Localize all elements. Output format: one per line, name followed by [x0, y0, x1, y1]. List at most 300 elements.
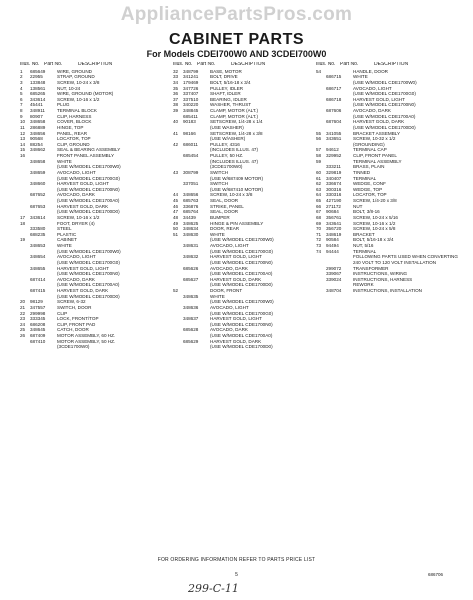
part-description: NUT	[353, 203, 363, 209]
illus-number: 9	[20, 113, 23, 119]
header-part: Part No.	[44, 62, 63, 67]
part-description: (USE W/MODEL CDE1700W0)	[210, 237, 274, 243]
part-number: 343614	[30, 214, 46, 220]
part-description: (USE W/MODEL CDE1700N0)	[57, 186, 120, 192]
part-number: 308799	[183, 169, 199, 175]
part-description: (3CDE1700W0)	[57, 344, 90, 350]
part-description: CLIP, FRONT PANEL	[353, 153, 397, 158]
illus-number: 12	[20, 130, 26, 136]
part-number: 348662	[30, 147, 46, 153]
illus-number: 37	[173, 96, 179, 102]
part-number: 348645	[30, 327, 46, 333]
illus-number: 45	[173, 198, 179, 203]
part-number: 22955	[30, 74, 43, 80]
part-description: HARVEST GOLD, LIGHT	[210, 254, 262, 260]
part-description: (USE W/MODEL CDE1700A0)	[210, 271, 273, 277]
part-description: (USE W/MODEL CDE1700D0)	[57, 293, 120, 299]
part-number: 688235	[30, 231, 46, 237]
part-description: PULLEY, 50 HZ.	[210, 153, 244, 158]
part-number	[30, 344, 57, 350]
part-description: (USE W/MODEL CDE1700G0)	[210, 310, 273, 316]
part-description: HARVEST GOLD, DARK	[210, 338, 262, 344]
part-description: (USE W/MODEL CDE1700D0)	[353, 124, 416, 130]
part-description: BOLT, 5/16-18 x 3/4	[210, 79, 251, 85]
part-description: LOCK, FRONT/TOP	[57, 316, 99, 322]
part-number: 686718	[326, 96, 342, 102]
illus-number: 72	[316, 237, 322, 243]
illus-number: 42	[173, 141, 179, 147]
illus-number: 50	[173, 226, 179, 232]
part-description: CLIP, HARNESS	[57, 113, 92, 119]
part-description: (USE W/MODEL CDE1700N0)	[353, 102, 416, 108]
illus-number: 69	[316, 220, 322, 226]
part-description: HARVEST GOLD, LIGHT	[353, 96, 405, 102]
part-description: (USE W/MODEL CDE1700W0)	[57, 248, 121, 254]
part-description: STRAP, GROUND	[57, 74, 95, 80]
page-number: 5	[235, 572, 238, 578]
part-description: PULLEY, 4316	[210, 141, 240, 147]
illus-number: 1	[20, 68, 23, 74]
part-number: 687606	[326, 108, 342, 113]
part-description: HARVEST GOLD, DARK	[57, 288, 109, 293]
part-number: 356720	[326, 226, 342, 232]
part-number: 348659	[30, 169, 46, 175]
part-number: 348911	[30, 108, 45, 113]
illus-number: 59	[316, 158, 322, 164]
illus-number: 4	[20, 85, 23, 91]
part-description: (USE W/MODEL CDE1700G0)	[57, 259, 120, 265]
part-number: 336674	[326, 181, 342, 187]
part-number: 271172	[326, 203, 341, 209]
part-description: TINNED	[353, 169, 371, 175]
illus-number	[20, 344, 30, 350]
part-description: CABINET	[57, 237, 77, 243]
part-number: 348634	[183, 226, 199, 232]
part-number: 687415	[30, 288, 46, 293]
ordering-note: FOR ORDERING INFORMATION REFER TO PARTS PRICE LIST	[157, 557, 316, 563]
part-description: WIRE, GROUND (MOTOR)	[57, 91, 114, 97]
part-number: 98166	[183, 130, 196, 136]
part-number: 80907	[30, 113, 43, 119]
part-description: (USE W/MODEL CDE1700A0)	[210, 333, 273, 338]
part-number: 686715	[326, 74, 342, 80]
part-number: 98129	[30, 299, 43, 305]
part-number: 179469	[183, 79, 199, 85]
part-description: AVOCADO, DARK	[57, 276, 95, 282]
part-number: 339024	[326, 276, 342, 282]
part-number: 348658	[30, 158, 46, 164]
part-description: SCREW, 10-24 x 5/16	[353, 214, 398, 220]
part-description: TERMINAL CAP	[353, 147, 387, 153]
part-description: (USE W/MODEL CDE1700W0)	[210, 299, 274, 305]
page-subtitle: For Models CDEI700W0 AND 3CDEI700W0	[146, 49, 327, 59]
illus-number: 58	[316, 153, 322, 158]
part-number: 685454	[183, 153, 199, 158]
part-number: 348653	[30, 243, 46, 248]
part-description: HARVEST GOLD, LIGHT	[57, 181, 109, 187]
illus-number: 61	[316, 175, 322, 181]
illus-number: 47	[173, 209, 179, 215]
part-number: 686011	[183, 141, 198, 147]
part-number: 299998	[30, 310, 46, 316]
header-description: DESCRIPTION	[231, 62, 266, 67]
part-description: AVOCADO, LIGHT	[210, 243, 249, 248]
part-number: 348654	[30, 254, 46, 260]
part-number: 685763	[183, 198, 199, 203]
parts-rows	[316, 69, 466, 294]
parts-rows	[173, 69, 317, 350]
part-number: 347557	[30, 304, 46, 310]
illus-number: 73	[316, 243, 322, 248]
part-row	[316, 288, 466, 294]
part-description: NUT, 5/16	[353, 243, 374, 248]
part-number: 88254	[30, 141, 43, 147]
illus-number: 70	[316, 226, 322, 232]
part-description: (USE W/MODEL CDE1700G0)	[57, 175, 120, 181]
part-row	[173, 344, 317, 350]
illus-number: 26	[20, 333, 26, 338]
part-description: HARVEST GOLD, DARK	[353, 119, 405, 125]
illus-number: 62	[316, 181, 322, 187]
part-number: 337407	[183, 91, 199, 97]
part-number: 94444	[326, 248, 339, 254]
part-description: DOOR, REAR	[210, 226, 240, 232]
part-description: WHITE	[57, 243, 72, 248]
illus-number: 74	[316, 248, 322, 254]
part-description: AVOCADO, DARK	[57, 192, 95, 198]
illus-number: 56	[316, 136, 322, 142]
part-description: SCREW, 10-16 x 1/2	[57, 214, 100, 220]
illus-number: 11	[20, 124, 25, 130]
part-number: 348658	[30, 119, 46, 125]
illus-number: 14	[20, 141, 26, 147]
illus-number: 33	[173, 74, 179, 80]
part-description: SHAFT, IDLER	[210, 91, 241, 97]
part-number: 138561	[30, 85, 46, 91]
part-description: SCREW, 10-16 x 1/2	[353, 220, 396, 226]
illus-number: 52	[173, 288, 179, 293]
header-part: Part No.	[340, 62, 359, 67]
illus-number: 57	[316, 147, 322, 153]
part-description: SEAL, DOOR	[210, 209, 239, 215]
part-description: BOLT, 3/8-16	[353, 209, 380, 215]
illus-number: 39	[173, 108, 179, 113]
illus-number: 49	[173, 220, 179, 226]
page-title: CABINET PARTS	[168, 31, 305, 48]
part-description: PLASTIC	[57, 231, 77, 237]
part-description: (INCLUDES ILLUS. 47)	[210, 147, 258, 153]
part-description: INSTRUCTIONS, INSTALLATION	[353, 288, 422, 293]
part-description: HANDLE, DOOR	[353, 68, 388, 74]
part-number: 348656	[183, 192, 199, 198]
part-number: 687604	[326, 119, 342, 125]
part-description: (USE W/MODEL CDE1700A0)	[57, 282, 120, 288]
part-description: SCREW, 10-16 x 1/2	[57, 96, 100, 102]
part-description: SEAL & BEARING ASSEMBLY	[57, 147, 121, 153]
part-description: (USE W/MODEL CDE1700N0)	[57, 271, 120, 277]
header-illus: Illus. No.	[316, 62, 336, 67]
part-number: 94612	[326, 147, 339, 153]
illus-number: 43	[173, 169, 179, 175]
part-number: 90584	[326, 237, 339, 243]
part-number: 685626	[183, 265, 199, 271]
column-header	[173, 62, 317, 68]
part-description: SCREW, 10-24 x 3/8	[210, 192, 253, 198]
part-description: PANEL, REAR	[57, 130, 88, 136]
part-description: SWITCH	[210, 169, 229, 175]
part-description: LOCATOR, TOP	[353, 192, 387, 198]
part-description: (3CDE1700W0)	[210, 164, 243, 170]
illus-number: 20	[20, 299, 26, 305]
part-description: WIRE, GROUND	[57, 68, 92, 74]
part-number: 685629	[183, 338, 199, 344]
part-description: CLIP, GROUND	[57, 141, 90, 147]
header-description: DESCRIPTION	[374, 62, 409, 67]
part-description: CLAMP, MOTOR (ALT.)	[210, 113, 258, 119]
part-description: HARVEST GOLD, DARK	[57, 203, 109, 209]
part-number: 343614	[30, 96, 46, 102]
part-description: AVOCADO, LIGHT	[57, 169, 96, 175]
illus-number: 40	[173, 119, 179, 125]
part-number: 348632	[183, 254, 199, 260]
handwritten-note: 299-C-11	[188, 582, 239, 595]
illus-number: 55	[316, 130, 322, 136]
part-description: (USE W/MODEL CDE1700D0)	[57, 209, 120, 215]
part-number: 685627	[183, 276, 199, 282]
part-number: 330316	[326, 192, 342, 198]
part-description: AVOCADO, LIGHT	[210, 304, 249, 310]
illus-number: 3	[20, 79, 23, 85]
page-code: 686706	[428, 572, 444, 577]
part-number: 329819	[326, 169, 342, 175]
part-description: BASE, MOTOR	[210, 68, 242, 74]
header-description: DESCRIPTION	[78, 62, 113, 67]
illus-number: 54	[316, 68, 322, 74]
part-description: NUT, 10-24	[57, 85, 81, 91]
column-header	[20, 62, 164, 68]
part-description: SETSCREW, 1/4-28 x 3/8	[210, 130, 263, 136]
part-description: CLIP	[57, 310, 68, 316]
part-description: FRONT PANEL ASSEMBLY	[57, 153, 115, 158]
illus-number: 65	[316, 198, 322, 203]
part-number: 300316	[326, 186, 342, 192]
illus-number: 66	[316, 203, 322, 209]
part-description: BRASS, PLAIN	[353, 164, 385, 170]
part-description: (USE W/MODEL CDE1700A0)	[57, 198, 120, 203]
part-number: 687409	[30, 333, 46, 338]
illus-number: 32	[173, 68, 179, 74]
illus-number: 17	[20, 214, 26, 220]
illus-number: 5	[20, 91, 23, 97]
part-description: STEEL	[57, 226, 72, 232]
part-description: FOLLOWING PARTS USED WHEN CONVERTING	[353, 254, 458, 260]
part-description: (USE W/ASHER)	[210, 136, 246, 142]
part-number: 687652	[30, 192, 46, 198]
part-description: WHITE	[210, 231, 225, 237]
part-row	[20, 344, 164, 350]
part-description: (USE W/687410 MOTOR)	[210, 186, 264, 192]
illus-number: 15	[20, 147, 26, 153]
illus-number: 24	[20, 321, 26, 327]
part-number: 340220	[183, 102, 199, 108]
part-number: 348660	[30, 181, 46, 187]
part-number: 94494	[326, 243, 339, 248]
part-description: CATCH, DOOR	[57, 327, 89, 333]
part-number: 685411	[183, 113, 198, 119]
part-number: 343651	[326, 136, 342, 142]
part-number: 90183	[183, 119, 196, 125]
part-number: 685265	[30, 91, 46, 97]
part-description: HINGE, TOP	[57, 124, 84, 130]
part-description: LOCATOR, TOP	[57, 136, 91, 142]
part-description: AVOCADO, LIGHT	[57, 254, 96, 260]
part-number: 427190	[326, 198, 342, 203]
illus-number: 35	[173, 85, 179, 91]
part-description: TERMINAL	[353, 248, 377, 254]
part-description: MOTOR ASSEMBLY, 50 HZ.	[57, 338, 116, 344]
part-number: 339067	[326, 271, 342, 277]
part-number: 687414	[30, 276, 46, 282]
part-description: WHITE	[353, 74, 368, 80]
part-number: 133848	[30, 79, 46, 85]
part-number: 348630	[183, 231, 199, 237]
illus-number: 60	[316, 169, 322, 175]
part-description: TRANSFORMER	[353, 265, 389, 271]
part-number: 337051	[183, 181, 199, 187]
part-number: 34439	[183, 214, 196, 220]
part-number: 333580	[30, 226, 46, 232]
part-description: (USE WASHER)	[210, 124, 244, 130]
part-number: 45441	[30, 102, 43, 108]
part-number: 341241	[183, 74, 199, 80]
illus-number: 10	[20, 119, 26, 125]
part-number: 348625	[183, 220, 199, 226]
illus-number: 38	[173, 102, 179, 108]
part-description: BUMPER	[210, 214, 230, 220]
part-description: WHITE	[210, 293, 225, 299]
part-description: AVOCADO, LIGHT	[353, 85, 392, 91]
part-description: BOLT, DRIVE	[210, 74, 238, 80]
part-number: 341055	[326, 130, 342, 136]
part-description: TERMINAL ASSEMBLY	[353, 158, 402, 164]
part-description: (USE W/MODEL CDE1700W0)	[353, 79, 417, 85]
part-description: PULLEY, IDLER	[210, 85, 244, 91]
part-description: MOTOR ASSEMBLY, 60 HZ.	[57, 333, 116, 338]
part-number: 90684	[326, 209, 339, 215]
part-description: (USE W/MODEL CDE1700N0)	[210, 321, 273, 327]
illus-number: 18	[20, 220, 26, 226]
part-description: 240 VOLT TO 120 VOLT INSTALLATION	[353, 259, 437, 265]
part-description: WEDGE, CONF	[353, 181, 386, 187]
part-number: 286889	[30, 124, 46, 130]
part-description: HARVEST GOLD, DARK	[210, 276, 262, 282]
part-number: 685628	[183, 327, 199, 333]
part-description: AVOCADO, DARK	[210, 327, 248, 333]
part-description: AVOCADO, DARK	[210, 265, 248, 271]
part-description: AVOCADO, DARK	[353, 108, 391, 113]
part-number: 343641	[326, 220, 342, 226]
illus-number: 67	[316, 209, 322, 215]
part-description: SWITCH	[210, 181, 229, 187]
illus-number: 8	[20, 108, 23, 113]
part-number: 687653	[30, 203, 46, 209]
illus-number	[173, 344, 183, 350]
part-description: WASHER, THRUST	[210, 102, 252, 108]
illus-number: 51	[173, 231, 179, 237]
part-description: WEDGE, TOP	[353, 186, 383, 192]
part-number: 348631	[183, 243, 199, 248]
parts-column-2	[173, 62, 317, 350]
parts-column-1	[20, 62, 164, 350]
part-number: 348704	[326, 288, 342, 293]
part-number: 348619	[326, 231, 342, 237]
part-description: HINGE & PIN ASSEMBLY	[210, 220, 264, 226]
part-description: SEAL, DOOR	[210, 198, 239, 203]
part-description: (USE W/MODEL CDE1700D0)	[210, 344, 273, 350]
part-number: 348799	[183, 68, 199, 74]
illus-number: 7	[20, 102, 23, 108]
part-description: COVER, BLOCK	[57, 119, 92, 125]
part-number	[183, 344, 210, 350]
part-number: 348845	[183, 108, 199, 113]
part-number: 348655	[30, 265, 46, 271]
part-description: (USE W/MODEL CDE1700N0)	[210, 259, 273, 265]
illus-number: 64	[316, 192, 322, 198]
illus-number: 48	[173, 214, 179, 220]
part-description: TERMINAL	[353, 175, 377, 181]
part-description: (INCLUDES ILLUS. 47)	[210, 158, 258, 164]
illus-number: 71	[316, 231, 322, 237]
part-description: SCREW, 10-24 x 5/8	[353, 226, 396, 232]
part-description: CLIP, FRONT PAD	[57, 321, 96, 327]
part-description: HARVEST GOLD, LIGHT	[57, 265, 109, 271]
illus-number: 21	[20, 304, 26, 310]
illus-number: 36	[173, 91, 179, 97]
header-part: Part No.	[197, 62, 216, 67]
header-illus: Illus. No.	[173, 62, 193, 67]
part-number: 336876	[183, 203, 199, 209]
part-description: REWORK	[353, 282, 374, 288]
part-number: 337510	[183, 96, 199, 102]
illus-number	[316, 288, 326, 294]
part-description: (USE W/MODEL CDE1700W0)	[57, 164, 121, 170]
part-description: SCREW, 10-24 x 3/8	[57, 79, 100, 85]
part-number: 685649	[30, 68, 46, 74]
illus-number: 68	[316, 214, 322, 220]
part-description: BEARING, IDLER	[210, 96, 247, 102]
illus-number: 16	[20, 153, 26, 158]
part-description: BRACKET ASSEMBLY	[353, 130, 401, 136]
part-number: 329952	[326, 153, 342, 158]
part-number: 348636	[183, 304, 199, 310]
illus-number: 63	[316, 186, 322, 192]
part-number: 687410	[30, 338, 46, 344]
part-description: WHITE	[57, 158, 72, 164]
illus-number: 41	[173, 130, 179, 136]
illus-number: 19	[20, 237, 26, 243]
part-number: 90568	[30, 136, 43, 142]
part-description: DOOR, FRONT	[210, 288, 243, 293]
illus-number: 25	[20, 327, 26, 333]
part-number: 348656	[30, 130, 46, 136]
part-description: (USE W/MODEL CDE1700D0)	[210, 282, 273, 288]
illus-number: 23	[20, 316, 26, 322]
part-description: CLAMP, MOTOR (ALT.)	[210, 108, 258, 113]
part-description: STRIKE, PANEL	[210, 203, 244, 209]
illus-number: 6	[20, 96, 23, 102]
illus-number: 22	[20, 310, 26, 316]
part-description: SCREW, 1/4-20 x 3/8	[353, 198, 397, 203]
